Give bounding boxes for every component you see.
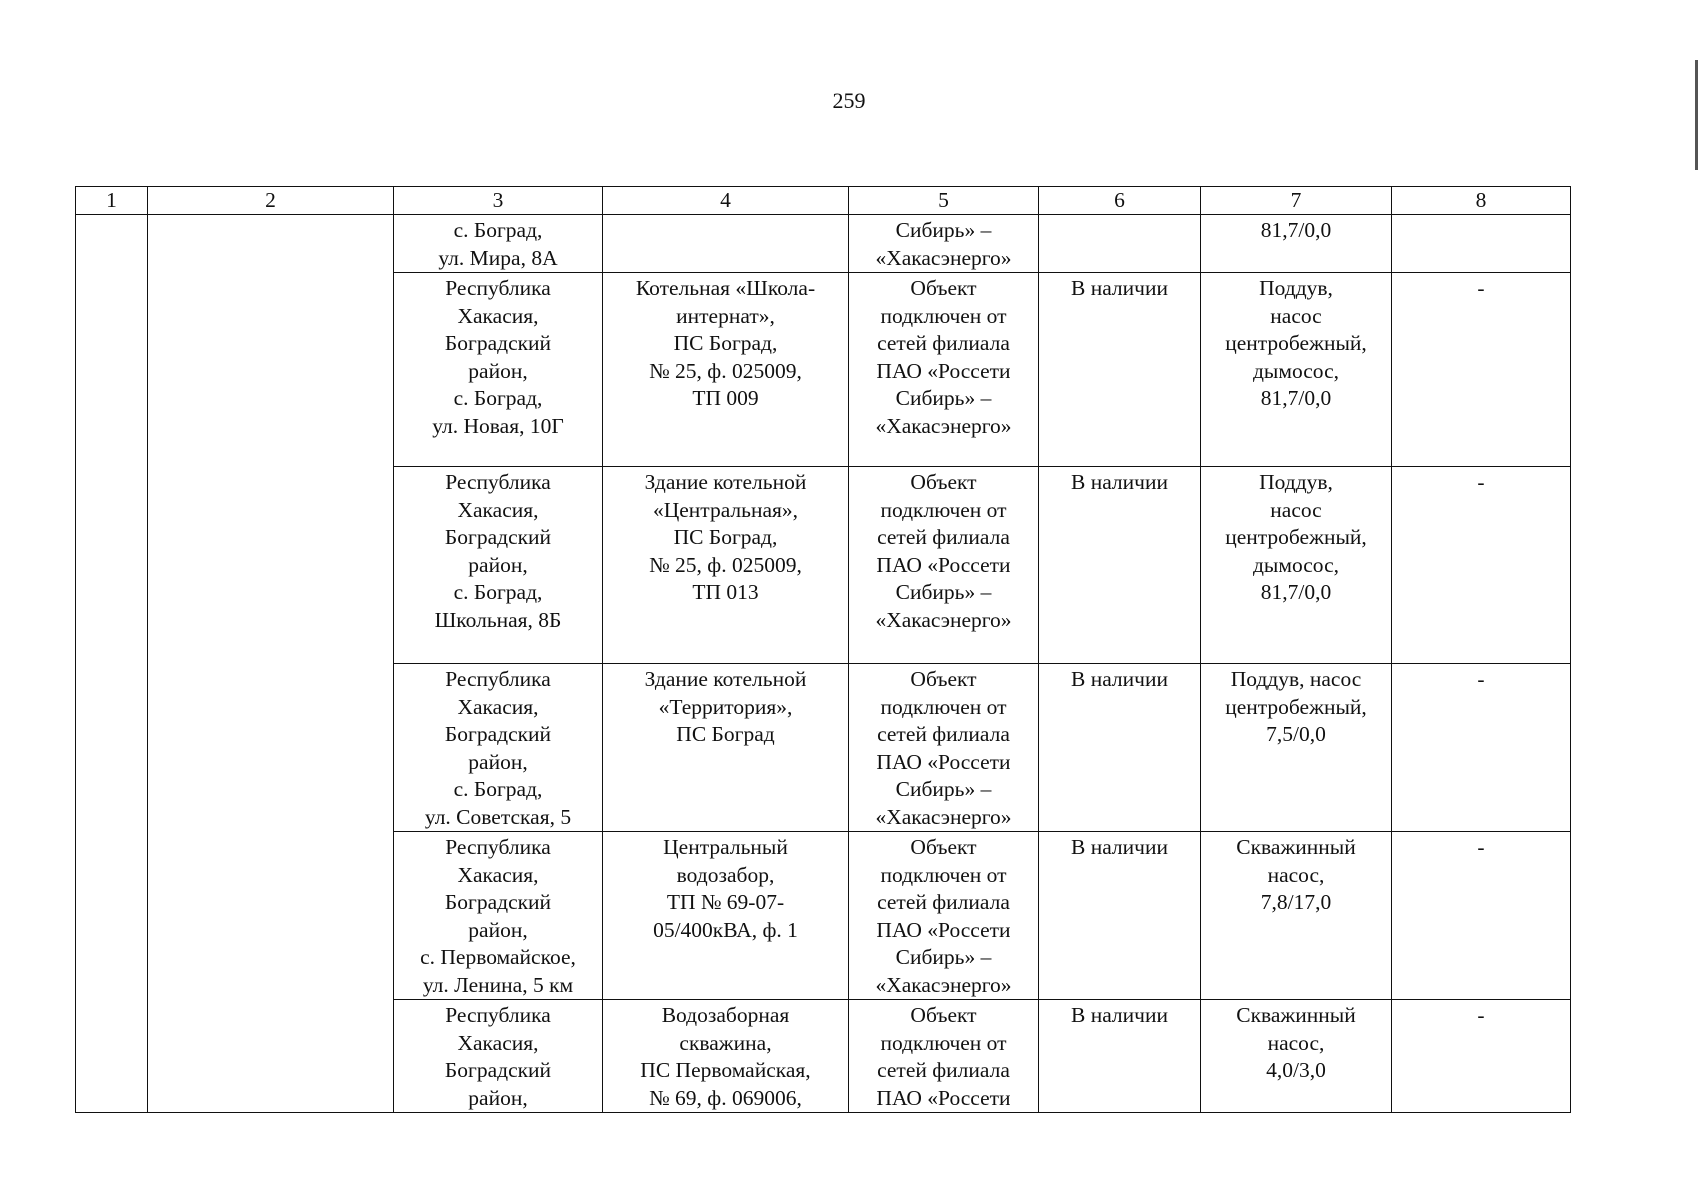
equipment-cell: Скважинный насос, 7,8/17,0 xyxy=(1236,835,1356,914)
availability-cell: В наличии xyxy=(1070,667,1168,691)
column-header: 2 xyxy=(148,187,394,215)
address-cell: Республика Хакасия, Боградский район, с. Боград, ул. Советская, 5 xyxy=(424,667,572,829)
object-cell: Котельная «Школа- интернат», ПС Боград, № 25, ф. 025009, ТП 009 xyxy=(635,276,816,410)
equipment-cell: 81,7/0,0 xyxy=(1260,218,1332,242)
address-cell: Республика Хакасия, Боградский район, с. Боград, ул. Новая, 10Г xyxy=(432,276,564,438)
equipment-cell: Поддув, насос центробежный, дымосос, 81,7/0,0 xyxy=(1225,470,1367,604)
table-header-row xyxy=(76,187,1571,215)
address-cell: Республика Хакасия, Боградский район, с. Первомайское, ул. Ленина, 5 км xyxy=(420,835,576,997)
availability-cell: В наличии xyxy=(1070,276,1168,300)
column-header: 7 xyxy=(1201,187,1392,215)
connection-cell: Объект подключен от сетей филиала ПАО «Россети xyxy=(876,1003,1011,1110)
address-cell: Республика Хакасия, Боградский район, xyxy=(444,1003,552,1110)
note-cell: - xyxy=(1477,470,1485,494)
column-header: 4 xyxy=(603,187,849,215)
column-header: 1 xyxy=(76,187,148,215)
connection-cell: Объект подключен от сетей филиала ПАО «Россети Сибирь» – «Хакасэнерго» xyxy=(875,276,1012,438)
note-cell: - xyxy=(1477,667,1485,691)
connection-cell: Объект подключен от сетей филиала ПАО «Россети Сибирь» – «Хакасэнерго» xyxy=(875,667,1012,829)
object-cell: Здание котельной «Территория», ПС Боград xyxy=(644,667,807,746)
object-cell: Водозаборная скважина, ПС Первомайская, № 69, ф. 069006, xyxy=(640,1003,811,1110)
column-header: 8 xyxy=(1392,187,1571,215)
connection-cell: Объект подключен от сетей филиала ПАО «Россети Сибирь» – «Хакасэнерго» xyxy=(875,470,1012,632)
equipment-cell: Скважинный насос, 4,0/3,0 xyxy=(1236,1003,1356,1082)
connection-cell: Сибирь» – «Хакасэнерго» xyxy=(875,218,1012,270)
column-2-cell xyxy=(148,215,394,1113)
page-number: 259 xyxy=(832,88,866,113)
availability-cell: В наличии xyxy=(1070,835,1168,859)
connection-cell: Объект подключен от сетей филиала ПАО «Россети Сибирь» – «Хакасэнерго» xyxy=(875,835,1012,997)
column-1-cell xyxy=(76,215,148,1113)
object-cell: Здание котельной «Центральная», ПС Боград, № 25, ф. 025009, ТП 013 xyxy=(644,470,807,604)
note-cell: - xyxy=(1477,835,1485,859)
note-cell: - xyxy=(1477,276,1485,300)
address-cell: с. Боград, ул. Мира, 8А xyxy=(438,218,558,270)
equipment-cell: Поддув, насос центробежный, дымосос, 81,7/0,0 xyxy=(1225,276,1367,410)
column-header: 3 xyxy=(394,187,603,215)
table-row xyxy=(76,215,1571,273)
column-header: 6 xyxy=(1039,187,1201,215)
object-cell: Центральный водозабор, ТП № 69-07- 05/400кВА, ф. 1 xyxy=(653,835,798,942)
address-cell: Республика Хакасия, Боградский район, с. Боград, Школьная, 8Б xyxy=(434,470,562,632)
equipment-cell: Поддув, насос центробежный, 7,5/0,0 xyxy=(1225,667,1367,746)
note-cell: - xyxy=(1477,1003,1485,1027)
column-header: 5 xyxy=(849,187,1039,215)
availability-cell: В наличии xyxy=(1070,1003,1168,1027)
data-table xyxy=(75,186,1571,1113)
availability-cell: В наличии xyxy=(1070,470,1168,494)
